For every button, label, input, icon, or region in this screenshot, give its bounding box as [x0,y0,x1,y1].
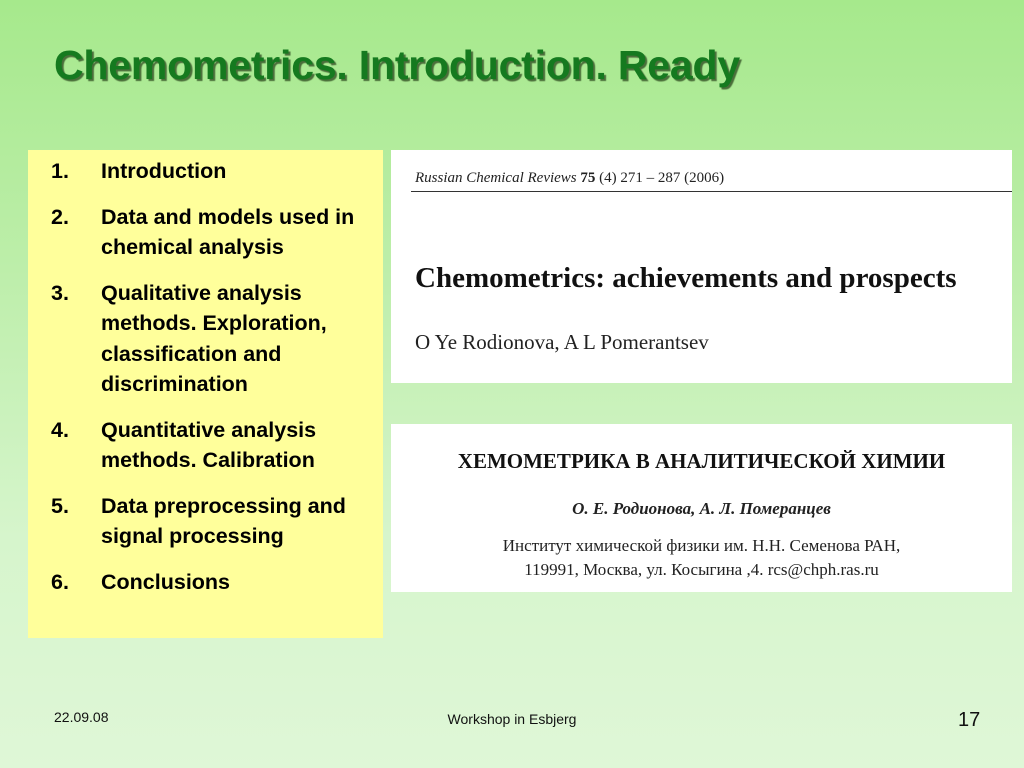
article-english-clipping [391,150,1012,383]
article-affiliation-russian [391,534,1012,582]
contents-item-label: Qualitative analysis methods. Exploration, classification and discrimination [101,280,327,396]
article-title-russian: ХЕМОМЕТРИКА В АНАЛИТИЧЕСКОЙ ХИМИИ [457,449,946,473]
contents-item [28,567,383,598]
slide-number: 17 [958,709,981,731]
journal-reference [415,170,724,187]
contents-item-number: 1. [51,159,69,183]
affiliation-line: 119991, Москва, ул. Косыгина ,4. rcs@chph.ras.ru [524,560,879,579]
contents-item-number: 6. [51,569,69,594]
contents-item [28,278,383,400]
affiliation-line: Институт химической физики им. Н.Н. Семенова РАН, [502,536,901,555]
contents-list [28,156,383,597]
contents-item-number: 3. [51,280,69,305]
journal-volume: 75 [580,170,596,186]
contents-item-label: Introduction [101,159,227,183]
contents-item [28,156,383,187]
contents-item [28,415,383,476]
contents-item [28,491,383,552]
header-divider [411,191,1012,192]
contents-item-label: Data and models used in chemical analysis [101,204,355,259]
contents-item-label: Data preprocessing and signal processing [101,493,346,548]
contents-item-number: 5. [51,493,69,518]
journal-name: Russian Chemical Reviews [415,170,577,186]
article-title-english: Chemometrics: achievements and prospects [415,262,957,294]
article-authors-russian: О. Е. Родионова, А. Л. Померанцев [572,499,831,518]
contents-item-number: 2. [51,204,69,229]
contents-item [28,202,383,263]
contents-panel [28,150,383,638]
article-russian-clipping [391,424,1012,592]
contents-item-label: Conclusions [101,569,231,594]
contents-item-label: Quantitative analysis methods. Calibration [101,417,317,472]
footer-date: 22.09.08 [54,709,109,725]
article-authors-english: O Ye Rodionova, A L Pomerantsev [415,330,709,354]
contents-item-number: 4. [51,417,69,442]
journal-issue-pages: (4) 271 – 287 (2006) [599,170,725,186]
footer-event: Workshop in Esbjerg [447,711,577,727]
slide-title: Chemometrics. Introduction. Ready [54,42,740,88]
